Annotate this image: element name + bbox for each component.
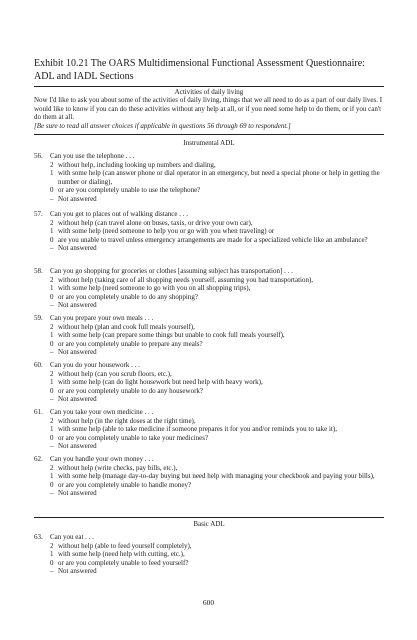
question-text xyxy=(34,152,386,161)
answer-code: 2 xyxy=(50,463,54,472)
question-59 xyxy=(34,314,386,357)
answer-code: 0 xyxy=(50,235,54,244)
question-label: Can you do your housework . . . xyxy=(50,361,140,369)
answer-text: Not answered xyxy=(58,442,97,451)
answer-text: with some help (can prepare some things but unable to cook full meals yourself), xyxy=(58,331,285,340)
answer-option xyxy=(34,340,386,349)
answer-text: without help, including looking up numbers and dialing, xyxy=(58,160,216,169)
answer-code: 1 xyxy=(50,425,54,434)
answer-option xyxy=(34,489,386,498)
interviewer-note: [Be sure to read all answer choices if applicable in questions 56 through 69 to respondent.] xyxy=(34,122,291,130)
question-text xyxy=(34,210,386,219)
answer-option xyxy=(34,442,386,451)
answer-code: 2 xyxy=(50,275,54,284)
question-number: 61. xyxy=(34,408,43,416)
answer-code: 0 xyxy=(50,558,54,567)
section-heading-instrumental: Instrumental ADL xyxy=(183,139,235,147)
question-text xyxy=(34,533,386,542)
section-heading-activities: Activities of daily living xyxy=(174,88,244,96)
question-label: Can you prepare your own meals . . . xyxy=(50,314,154,322)
question-57 xyxy=(34,210,386,253)
answer-option xyxy=(34,387,386,396)
answer-code: – xyxy=(50,442,54,451)
answer-text: without help (taking care of all shopping needs yourself, assuming you had transportation), xyxy=(58,275,314,284)
answer-option xyxy=(34,567,386,576)
answer-text: with some help (need help with cutting, etc.), xyxy=(58,550,185,559)
answer-code: – xyxy=(50,244,54,253)
answer-code: 0 xyxy=(50,292,54,301)
question-61 xyxy=(34,408,386,451)
intro-paragraph: Now I'd like to ask you about some of the activities of daily living, things that we all need to do as a part of our daily lives. I would like to know if you can do these activities without any help at all, or if you need some help to do them, or if you can't do them at all. xyxy=(34,96,383,122)
answer-option xyxy=(34,370,386,379)
answer-option xyxy=(34,227,386,236)
answer-code: 2 xyxy=(50,369,54,378)
answer-option xyxy=(34,434,386,443)
question-label: Can you get to places out of walking distance . . . xyxy=(50,210,189,218)
question-text xyxy=(34,408,386,417)
answer-code: 1 xyxy=(50,284,54,293)
answer-option xyxy=(34,323,386,332)
section-rule-basic xyxy=(34,517,384,518)
question-label: Can you eat . . . xyxy=(50,533,94,541)
answer-code: 0 xyxy=(50,386,54,395)
answer-code: – xyxy=(50,348,54,357)
answer-option xyxy=(34,284,386,293)
answer-text: without help (can you scrub floors, etc.), xyxy=(58,369,172,378)
question-text xyxy=(34,361,386,370)
answer-text: Not answered xyxy=(58,244,97,253)
question-label: Can you go shopping for groceries or clothes [assuming subject has transportation] . . . xyxy=(50,267,293,275)
answer-code: 0 xyxy=(50,339,54,348)
question-number: 58. xyxy=(34,267,43,275)
exhibit-title: Exhibit 10.21 The OARS Multidimensional Functional Assessment Questionnaire: ADL and IADL Sections xyxy=(34,58,365,82)
question-text xyxy=(34,455,386,464)
answer-code: 2 xyxy=(50,541,54,550)
question-62 xyxy=(34,455,386,498)
question-number: 60. xyxy=(34,361,43,369)
answer-option xyxy=(34,472,386,481)
answer-text: without help (write checks, pay bills, etc.), xyxy=(58,463,178,472)
answer-text: or are you completely unable to do any housework? xyxy=(58,386,204,395)
answer-text: Not answered xyxy=(58,194,97,203)
answer-code: – xyxy=(50,194,54,203)
question-label: Can you use the telephone . . . xyxy=(50,152,135,160)
answer-option xyxy=(34,195,386,204)
answer-code: 1 xyxy=(50,378,54,387)
answer-code: 1 xyxy=(50,550,54,559)
answer-text: or are you completely unable to feed yourself? xyxy=(58,558,189,567)
answer-text: without help (can travel alone on buses, taxis, or drive your own car), xyxy=(58,218,253,227)
answer-code: 1 xyxy=(50,227,54,236)
question-63 xyxy=(34,533,386,576)
question-text xyxy=(34,314,386,323)
question-56 xyxy=(34,152,386,204)
answer-code: 2 xyxy=(50,416,54,425)
answer-option xyxy=(34,425,386,434)
question-58 xyxy=(34,267,386,310)
answer-code: 0 xyxy=(50,433,54,442)
answer-option xyxy=(34,219,386,228)
answer-text: without help (plan and cook full meals yourself), xyxy=(58,322,195,331)
answer-code: – xyxy=(50,395,54,404)
answer-text: Not answered xyxy=(58,489,97,498)
answer-option xyxy=(34,331,386,340)
answer-option xyxy=(34,378,386,387)
answer-option xyxy=(34,186,386,195)
section-rule-instrumental xyxy=(34,134,384,135)
answer-text: with some help (able to take medicine if someone prepares it for you and/or reminds you to take it), xyxy=(58,425,337,434)
answer-option xyxy=(34,169,386,186)
answer-option xyxy=(34,161,386,170)
question-60 xyxy=(34,361,386,404)
question-number: 59. xyxy=(34,314,43,322)
answer-option xyxy=(34,481,386,490)
answer-text: without help (able to feed yourself completely), xyxy=(58,541,192,550)
answer-code: 1 xyxy=(50,331,54,340)
answer-option xyxy=(34,301,386,310)
answer-option xyxy=(34,559,386,568)
question-number: 63. xyxy=(34,533,43,541)
question-label: Can you take your own medicine . . . xyxy=(50,408,154,416)
answer-code: 0 xyxy=(50,480,54,489)
answer-text: Not answered xyxy=(58,348,97,357)
answer-code: 2 xyxy=(50,322,54,331)
answer-text: or are you completely unable to handle money? xyxy=(58,480,192,489)
answer-text: with some help (need someone to go with you on all shopping trips), xyxy=(58,284,251,293)
answer-option xyxy=(34,276,386,285)
answer-option xyxy=(34,293,386,302)
section-heading-basic: Basic ADL xyxy=(193,520,225,528)
answer-option xyxy=(34,417,386,426)
answer-option xyxy=(34,244,386,253)
answer-text: without help (in the right doses at the right time), xyxy=(58,416,196,425)
answer-option xyxy=(34,550,386,559)
answer-text: Not answered xyxy=(58,395,97,404)
answer-text: are you unable to travel unless emergency arrangements are made for a specialized vehicle like an ambulance? xyxy=(58,235,368,244)
answer-option xyxy=(34,236,386,245)
answer-option xyxy=(34,395,386,404)
answer-option xyxy=(34,542,386,551)
answer-text: with some help (can answer phone or dial operator in an emergency, but need a special phone or help in getting the number or dialing), xyxy=(58,169,380,186)
answer-text: Not answered xyxy=(58,567,97,576)
answer-code: 1 xyxy=(50,472,54,481)
answer-code: 0 xyxy=(50,186,54,195)
answer-code: 2 xyxy=(50,218,54,227)
answer-code: 1 xyxy=(50,169,54,178)
answer-option xyxy=(34,464,386,473)
question-text xyxy=(34,267,386,276)
answer-text: Not answered xyxy=(58,301,97,310)
answer-code: – xyxy=(50,301,54,310)
answer-text: with some help (need someone to help you or go with you when traveling) or xyxy=(58,227,275,236)
question-number: 62. xyxy=(34,455,43,463)
answer-text: or are you completely unable to take your medicines? xyxy=(58,433,209,442)
title-rule xyxy=(34,86,384,87)
answer-option xyxy=(34,348,386,357)
answer-text: or are you completely unable to do any shopping? xyxy=(58,292,198,301)
answer-text: with some help (can do light housework but need help with heavy work), xyxy=(58,378,263,387)
question-number: 57. xyxy=(34,210,43,218)
answer-text: or are you completely unable to prepare any meals? xyxy=(58,339,203,348)
answer-text: or are you completely unable to use the telephone? xyxy=(58,186,201,195)
answer-code: – xyxy=(50,489,54,498)
answer-code: – xyxy=(50,567,54,576)
answer-code: 2 xyxy=(50,160,54,169)
question-number: 56. xyxy=(34,152,43,160)
answer-text: with some help (manage day-to-day buying but need help with managing your checkbook and paying your bills), xyxy=(58,472,375,481)
page-number: 600 xyxy=(202,598,215,607)
question-label: Can you handle your own money . . . xyxy=(50,455,154,463)
